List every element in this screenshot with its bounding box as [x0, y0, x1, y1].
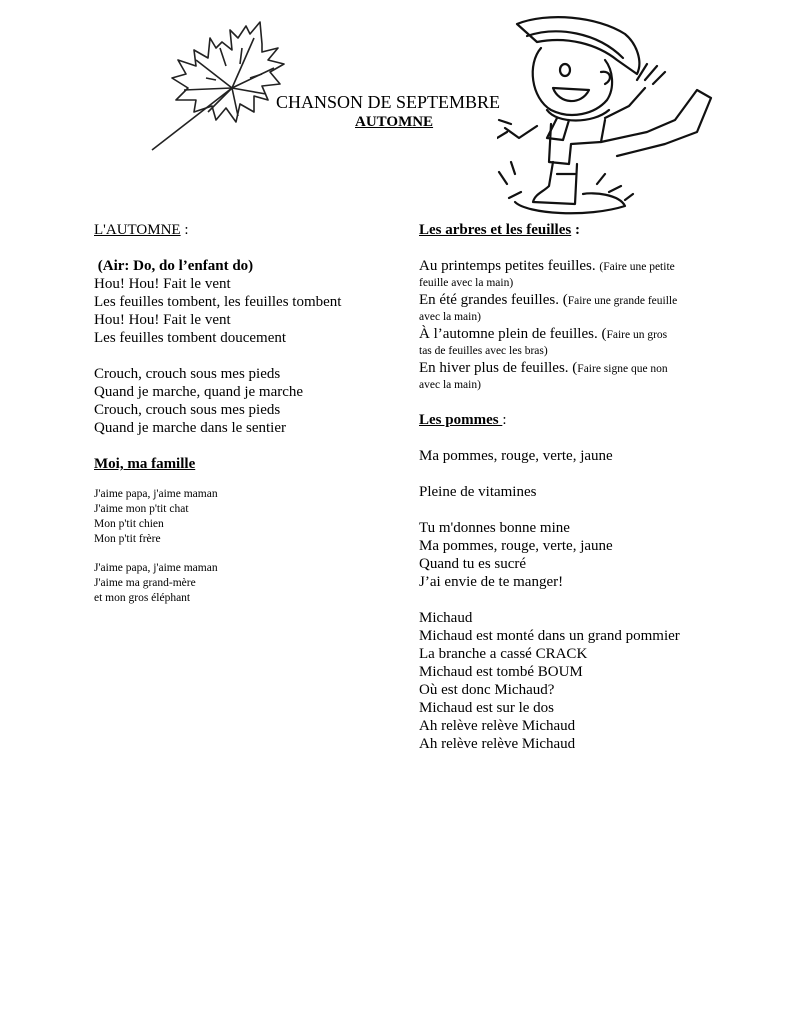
left-column: [94, 221, 424, 606]
song-air-line: (Air: Do, do l’enfant do): [94, 258, 254, 274]
page-subtitle: AUTOMNE: [355, 114, 434, 130]
verse-line: Michaud est sur le dos: [419, 700, 554, 716]
verse-line: J'aime mon p'tit chat: [94, 503, 189, 515]
verse-line: Ah relève relève Michaud: [419, 718, 576, 734]
verse-line: J'aime ma grand-mère: [94, 577, 196, 589]
section-famille-heading: Moi, ma famille: [94, 456, 196, 472]
verse-line: Quand je marche dans le sentier: [94, 420, 287, 436]
instruction-line: Au printemps petites feuilles. (Faire une petite feuille avec la main): [419, 258, 675, 289]
page-title: CHANSON DE SEPTEMBRE: [276, 92, 501, 112]
verse-line: Ma pommes, rouge, verte, jaune: [419, 538, 613, 554]
verse-line: Hou! Hou! Fait le vent: [94, 312, 231, 328]
verse-line: Michaud est tombé BOUM: [419, 664, 583, 680]
instruction-line: En hiver plus de feuilles. (Faire signe que non avec la main): [419, 360, 668, 391]
verse-line: Les feuilles tombent doucement: [94, 330, 287, 346]
verse-line: La branche a cassé CRACK: [419, 646, 588, 662]
verse-line: Michaud est monté dans un grand pommier: [419, 628, 680, 644]
section-arbres-heading: Les arbres et les feuilles :: [419, 222, 580, 238]
verse-line: Quand je marche, quand je marche: [94, 384, 304, 400]
verse-line: Ma pommes, rouge, verte, jaune: [419, 448, 613, 464]
instruction-line: À l’automne plein de feuilles. (Faire un gros tas de feuilles avec les bras): [419, 326, 668, 357]
section-pommes-heading: Les pommes :: [419, 412, 507, 428]
verse-line: Hou! Hou! Fait le vent: [94, 276, 231, 292]
maple-leaf-illustration: [150, 8, 300, 158]
verse-line: Les feuilles tombent, les feuilles tombent: [94, 294, 342, 310]
verse-line: J'aime papa, j'aime maman: [94, 562, 218, 574]
verse-line: Crouch, crouch sous mes pieds: [94, 366, 281, 382]
verse-line: Michaud: [419, 610, 473, 626]
verse-line: Tu m'donnes bonne mine: [419, 520, 570, 536]
verse-line: Ah relève relève Michaud: [419, 736, 576, 752]
instruction-line: En été grandes feuilles. (Faire une grande feuille avec la main): [419, 292, 678, 323]
verse-line: Mon p'tit chien: [94, 518, 164, 530]
verse-line: Où est donc Michaud?: [419, 682, 555, 698]
child-puddle-illustration: [497, 14, 717, 220]
verse-line: et mon gros éléphant: [94, 592, 191, 604]
verse-line: Pleine de vitamines: [419, 484, 537, 500]
verse-line: Quand tu es sucré: [419, 556, 527, 572]
verse-line: J'aime papa, j'aime maman: [94, 488, 218, 500]
verse-line: J’ai envie de te manger!: [419, 574, 564, 590]
verse-line: Crouch, crouch sous mes pieds: [94, 402, 281, 418]
verse-line: Mon p'tit frère: [94, 533, 161, 545]
right-column: [419, 221, 749, 753]
section-automne-heading: L'AUTOMNE :: [94, 222, 189, 238]
